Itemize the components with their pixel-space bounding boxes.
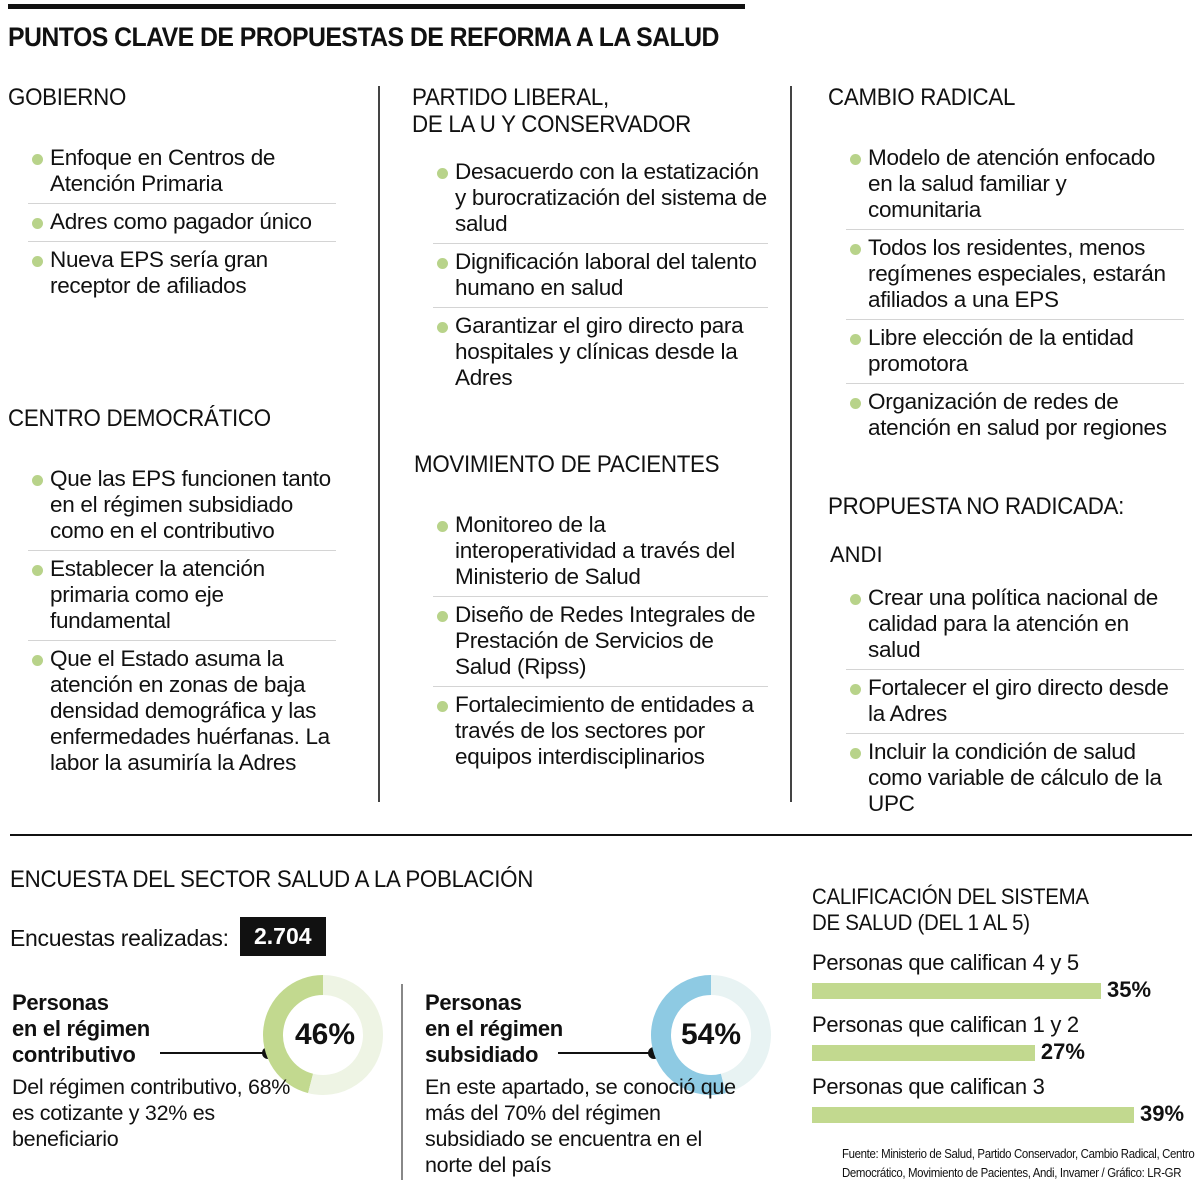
connector-line bbox=[558, 1052, 654, 1054]
page-title: PUNTOS CLAVE DE PROPUESTAS DE REFORMA A LA SALUD bbox=[8, 22, 719, 52]
list-item: Nueva EPS sería gran receptor de afiliados bbox=[28, 242, 336, 305]
survey-divider bbox=[401, 984, 403, 1180]
bullet-icon bbox=[850, 334, 861, 345]
list-item: Que el Estado asuma la atención en zonas de baja densidad demográfica y las enfermedades huérfanas. La labor la asumiría la Adres bbox=[28, 641, 336, 782]
list-item: Crear una política nacional de calidad para la atención en salud bbox=[846, 580, 1184, 670]
andi-list bbox=[846, 580, 1184, 823]
survey-title: ENCUESTA DEL SECTOR SALUD A LA POBLACIÓN bbox=[10, 866, 534, 893]
list-item: Fortalecimiento de entidades a través de los sectores por equipos interdisciplinarios bbox=[433, 687, 768, 776]
list-item: Libre elección de la entidad promotora bbox=[846, 320, 1184, 384]
andi-subtitle: ANDI bbox=[830, 542, 883, 567]
centro-democratico-list bbox=[28, 461, 336, 782]
section-title-cambio-radical: CAMBIO RADICAL bbox=[828, 84, 1016, 111]
bullet-icon bbox=[437, 258, 448, 269]
survey-count-label: Encuestas realizadas: bbox=[10, 925, 229, 951]
bullet-icon bbox=[437, 701, 448, 712]
bullet-icon bbox=[850, 684, 861, 695]
subsidiado-description: En este apartado, se conoció que más del 70% del régimen subsidiado se encuentra en el norte del país bbox=[425, 1075, 736, 1177]
donut-label-contributivo: 46% bbox=[294, 1018, 356, 1051]
bullet-icon bbox=[850, 154, 861, 165]
contributivo-description: Del régimen contributivo, 68% es cotizante y 32% es beneficiario bbox=[12, 1075, 291, 1151]
list-item: Diseño de Redes Integrales de Prestación de Servicios de Salud (Ripss) bbox=[433, 597, 768, 687]
bar-label: Personas que califican 1 y 2 bbox=[812, 1012, 1079, 1037]
bar-value-label: 27% bbox=[1040, 1039, 1085, 1064]
list-item: Monitoreo de la interoperatividad a través del Ministerio de Salud bbox=[433, 507, 768, 597]
connector-line bbox=[160, 1052, 268, 1054]
column-divider bbox=[790, 86, 792, 802]
bullet-icon bbox=[32, 154, 43, 165]
section-title-movimiento-pacientes: MOVIMIENTO DE PACIENTES bbox=[414, 451, 720, 478]
list-item: Todos los residentes, menos regímenes especiales, estarán afiliados a una EPS bbox=[846, 230, 1184, 320]
subsidiado-label: Personas en el régimen subsidiado bbox=[425, 990, 563, 1067]
bullet-icon bbox=[32, 475, 43, 486]
list-item: Organización de redes de atención en salud por regiones bbox=[846, 384, 1184, 447]
list-item: Modelo de atención enfocado en la salud familiar y comunitaria bbox=[846, 140, 1184, 230]
survey-count-value: 2.704 bbox=[240, 917, 326, 956]
cambio-radical-list bbox=[846, 140, 1184, 447]
bullet-icon bbox=[437, 611, 448, 622]
liberal-list bbox=[433, 154, 768, 397]
list-item: Incluir la condición de salud como variable de cálculo de la UPC bbox=[846, 734, 1184, 823]
bar-value-label: 35% bbox=[1106, 977, 1152, 1002]
bullet-icon bbox=[32, 256, 43, 267]
bullet-icon bbox=[850, 398, 861, 409]
bullet-icon bbox=[437, 521, 448, 532]
movimiento-pacientes-list bbox=[433, 507, 768, 776]
bar-label: Personas que califican 4 y 5 bbox=[812, 950, 1079, 975]
bullet-icon bbox=[850, 748, 861, 759]
bar-value-label: 39% bbox=[1140, 1101, 1185, 1126]
gobierno-list bbox=[28, 140, 336, 305]
rating-title: CALIFICACIÓN DEL SISTEMA DE SALUD (DEL 1 AL 5) bbox=[812, 884, 1089, 935]
list-item: Enfoque en Centros de Atención Primaria bbox=[28, 140, 336, 204]
list-item: Fortalecer el giro directo desde la Adres bbox=[846, 670, 1184, 734]
bullet-icon bbox=[437, 322, 448, 333]
bullet-icon bbox=[32, 655, 43, 666]
list-item: Garantizar el giro directo para hospitales y clínicas desde la Adres bbox=[433, 308, 768, 397]
bar bbox=[812, 1107, 1134, 1123]
bar bbox=[812, 1045, 1035, 1061]
rating-bar-chart bbox=[812, 950, 1192, 1130]
bullet-icon bbox=[32, 565, 43, 576]
source-note: Fuente: Ministerio de Salud, Partido Conservador, Cambio Radical, Centro Democrático, Movimiento de Pacientes, Andi, Invamer / Gráfico: LR-GR bbox=[842, 1146, 1195, 1180]
bar-label: Personas que califican 3 bbox=[812, 1074, 1045, 1099]
contributivo-label: Personas en el régimen contributivo bbox=[12, 990, 150, 1067]
bar bbox=[812, 983, 1101, 999]
bullet-icon bbox=[437, 168, 448, 179]
list-item: Adres como pagador único bbox=[28, 204, 336, 242]
list-item: Dignificación laboral del talento humano en salud bbox=[433, 244, 768, 308]
bullet-icon bbox=[32, 218, 43, 229]
list-item: Desacuerdo con la estatización y burocratización del sistema de salud bbox=[433, 154, 768, 244]
column-divider bbox=[378, 86, 380, 802]
section-title-gobierno: GOBIERNO bbox=[8, 84, 127, 111]
list-item: Que las EPS funcionen tanto en el régimen subsidiado como en el contributivo bbox=[28, 461, 336, 551]
bullet-icon bbox=[850, 594, 861, 605]
donut-label-subsidiado: 54% bbox=[680, 1018, 742, 1051]
top-rule bbox=[8, 4, 745, 9]
section-title-centro-democratico: CENTRO DEMOCRÁTICO bbox=[8, 405, 271, 432]
section-title-no-radicada: PROPUESTA NO RADICADA: bbox=[828, 493, 1125, 520]
bullet-icon bbox=[850, 244, 861, 255]
section-title-liberal: PARTIDO LIBERAL, DE LA U Y CONSERVADOR bbox=[412, 84, 692, 138]
section-divider bbox=[10, 834, 1192, 836]
list-item: Establecer la atención primaria como eje fundamental bbox=[28, 551, 336, 641]
